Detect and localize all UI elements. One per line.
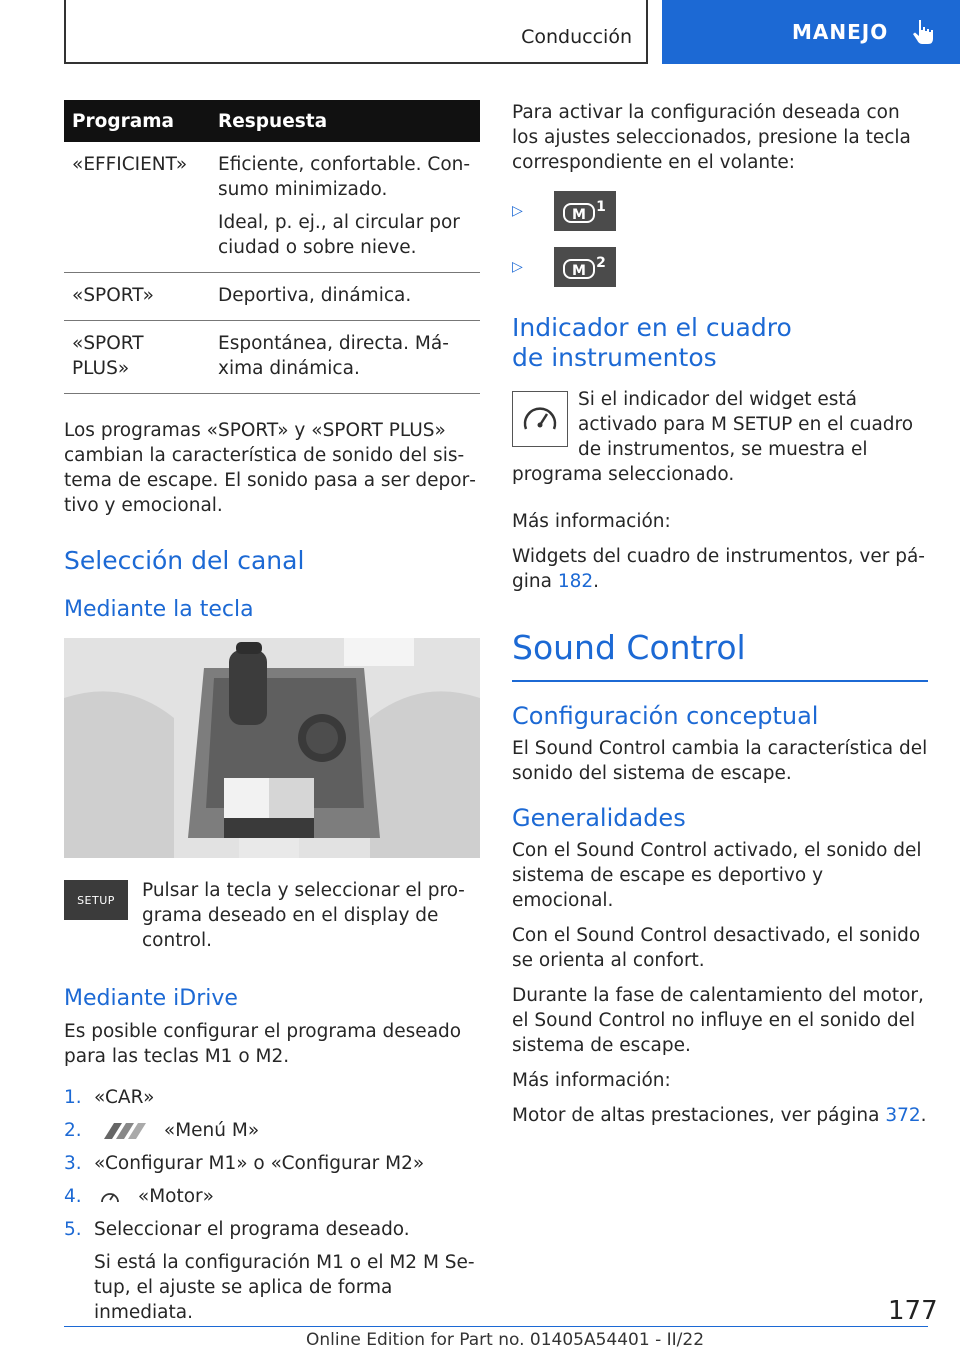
heading-indicador (512, 313, 928, 373)
footer-rule (64, 1326, 928, 1327)
motor-text: Motor de altas prestaciones, ver página (512, 1105, 886, 1126)
mas-info-1: Más información: (512, 511, 671, 532)
table-row (64, 142, 480, 273)
svg-text:M: M (572, 207, 586, 223)
step-text: «Motor» (137, 1186, 214, 1207)
table-cell-program: «EFFICIENT» (64, 142, 210, 273)
indicador-text: Si el indicador del widget está activado para M SETUP en el cuadro de instrumentos, se muestra el programa seleccionado. (512, 389, 914, 485)
right-column (512, 100, 928, 1138)
left-column (64, 100, 480, 1335)
m1-digit: 1 (596, 199, 606, 215)
step-number: 4. (64, 1186, 82, 1207)
table-row (64, 273, 480, 321)
m1-key-row (512, 191, 928, 231)
idrive-text: Es posible configurar el programa deseado para las teclas M1 o M2. (64, 1021, 462, 1067)
list-item (64, 1151, 480, 1176)
program-table (64, 100, 480, 394)
chapter-tab (662, 0, 960, 64)
response-text: Ideal, p. ej., al circular por ciudad o sobre nieve. (218, 212, 460, 258)
m2-key-icon (554, 247, 616, 287)
step-text: Seleccionar el programa deseado. (94, 1219, 410, 1240)
step5-note: Si está la configuración M1 o el M2 M Setup, el ajuste se aplica de forma inmediata. (94, 1252, 475, 1323)
list-item (64, 1184, 480, 1209)
heading-idrive: Mediante iDrive (64, 986, 238, 1011)
widgets-ref: Widgets del cuadro de instrumentos, ver página 182. (512, 546, 925, 592)
step-text: «CAR» (94, 1087, 155, 1108)
page-number: 177 (888, 1296, 938, 1326)
motor-page-link[interactable]: 372 (885, 1105, 921, 1126)
m-stripes-icon (100, 1123, 146, 1139)
activate-text: Para activar la configuración deseada con los ajustes seleccionados, presione la tecla correspondiente en el volante: (512, 102, 911, 173)
table-header-program: Programa (64, 100, 210, 142)
step-text: «Configurar M1» o «Configurar M2» (94, 1153, 425, 1174)
mas-info-2: Más información: (512, 1070, 671, 1091)
setup-text: Pulsar la tecla y seleccionar el programa deseado en el display de control. (142, 880, 465, 951)
steering-hand-icon (908, 17, 938, 47)
table-cell-response: Deportiva, dinámica. (210, 273, 480, 321)
section-title: Conducción (521, 26, 632, 48)
header-left-frame (64, 0, 648, 64)
heading-indicador-line1: Indicador en el cuadro (512, 313, 792, 342)
table-cell-response (210, 142, 480, 273)
sound-control-rule (512, 680, 928, 682)
setup-instruction (64, 878, 480, 953)
general-text-3: Durante la fase de calentamiento del motor, el Sound Control no influye en el sonido del sistema de escape. (512, 985, 924, 1056)
list-item (64, 1118, 480, 1143)
m2-key-row (512, 247, 928, 287)
footer-edition: Online Edition for Part no. 01405A54401 - II/22 (306, 1330, 705, 1350)
engine-gauge-icon (100, 1188, 120, 1206)
step-text: «Menú M» (163, 1120, 260, 1141)
table-cell-program: «SPORT PLUS» (64, 321, 210, 394)
m1-key-icon (554, 191, 616, 231)
general-text-2: Con el Sound Control desactivado, el sonido se orienta al confort. (512, 925, 921, 971)
gauge-widget-icon (512, 391, 568, 447)
step-number: 3. (64, 1153, 82, 1174)
table-row (64, 321, 480, 394)
table-header-response: Respuesta (210, 100, 480, 142)
motor-ref: Motor de altas prestaciones, ver página 372. (512, 1105, 927, 1126)
chapter-title: MANEJO (792, 20, 889, 44)
bullet-triangle-icon: ▷ (512, 258, 523, 275)
m2-digit: 2 (596, 255, 606, 271)
heading-seleccion: Selección del canal (64, 546, 305, 575)
intro-paragraph: Los programas «SPORT» y «SPORT PLUS» cambian la característica de sonido del sistema de escape. El sonido pasa a ser deportivo y emocional. (64, 420, 476, 516)
step-number: 2. (64, 1120, 82, 1141)
center-console-photo (64, 638, 480, 858)
widgets-page-link[interactable]: 182 (557, 571, 594, 592)
steps-list (64, 1085, 480, 1242)
heading-general: Generalidades (512, 804, 686, 832)
concept-text: El Sound Control cambia la característica del sonido del sistema de escape. (512, 738, 928, 784)
step-number: 1. (64, 1087, 82, 1108)
table-cell-response: Espontánea, directa. Máxima dinámica. (210, 321, 480, 394)
heading-concept: Configuración conceptual (512, 702, 819, 730)
setup-button-icon: SETUP (64, 880, 128, 920)
table-cell-program: «SPORT» (64, 273, 210, 321)
bullet-triangle-icon: ▷ (512, 202, 523, 219)
list-item (64, 1085, 480, 1110)
svg-text:M: M (572, 263, 586, 279)
step-number: 5. (64, 1219, 82, 1240)
response-text: Eficiente, confortable. Consumo minimizado. (218, 154, 471, 200)
widgets-text: Widgets del cuadro de instrumentos, ver página (512, 546, 925, 592)
heading-tecla: Mediante la tecla (64, 597, 254, 622)
list-item (64, 1217, 480, 1242)
general-text-1: Con el Sound Control activado, el sonido del sistema de escape es deportivo y emocional. (512, 840, 922, 911)
heading-indicador-line2: de instrumentos (512, 343, 717, 372)
heading-sound-control: Sound Control (512, 628, 746, 667)
